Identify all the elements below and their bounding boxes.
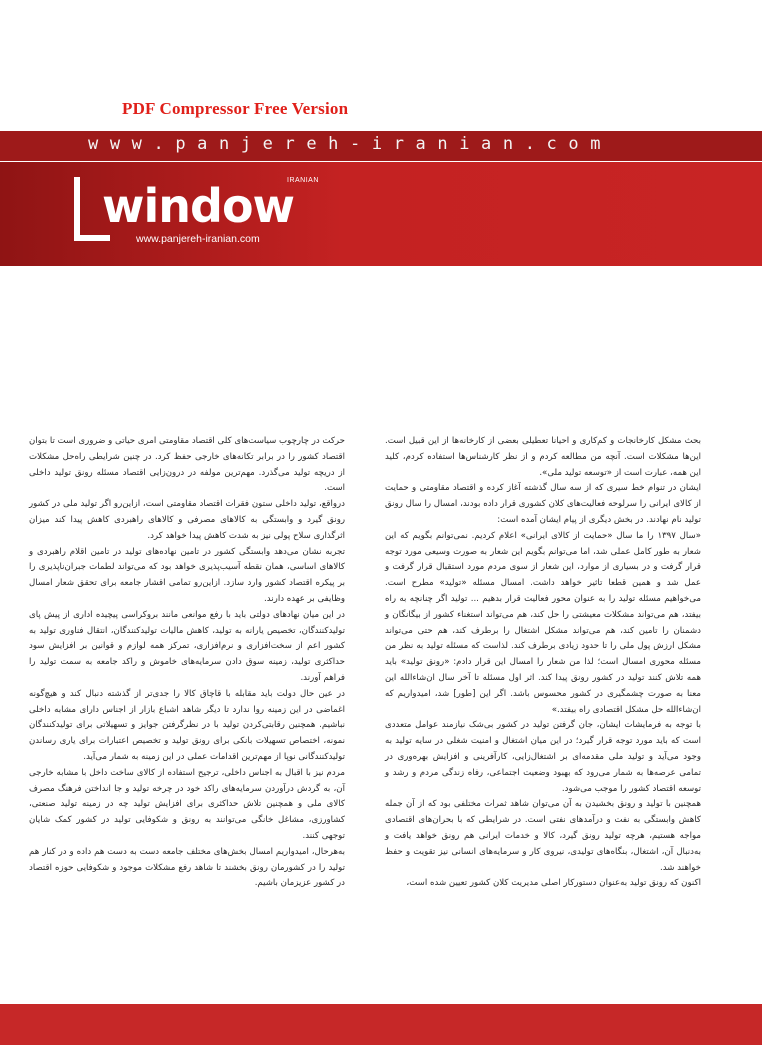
- paragraph: اکنون که رونق تولید به‌عنوان دستورکار اصلی مدیریت کلان کشور تعیین شده است،: [406, 878, 701, 889]
- logo-wordmark: window: [102, 179, 295, 233]
- paragraph: در این میان نهادهای دولتی باید با رفع موانعی مانند بروکراسی پیچیده اداری از پیش پای تولیدکنندگان، تخصیص یارانه به تولید، کاهش مالیات تولیدکنندگان، انتقال فناوری تولید به کشور اعم از سخت‌افزاری و نرم‌افزاری، تمرکز همه لوازم و قوانین بر افزایش سود حداکثری تولید، زمینه سوق دادن سرمایه‌های خاموش و راکد جامعه به سمت تولید را فراهم آورند.: [29, 609, 345, 683]
- paragraph: حرکت در چارچوب سیاست‌های کلی اقتصاد مقاومتی امری حیاتی و ضروری است تا بتوان اقتصاد کشور را در برابر تکانه‌های خارجی حفظ کرد. در چنین شرایطی راه‌حل مشکلات از دریچه تولید می‌گذرد. مهم‌ترین مولفه در درون‌زایی اقتصاد مسئله رونق تولید داخلی است.: [28, 436, 345, 494]
- article-column-right: [385, 434, 701, 892]
- website-url[interactable]: www.panjereh-iranian.com: [88, 134, 613, 154]
- paragraph: مردم نیز با اقبال به اجناس داخلی، ترجیح استفاده از کالای ساخت داخل با مشابه خارجی آن، به گردش درآوردن سرمایه‌های راکد خود در چرخه تولید و جا انداختن فرهنگ مصرف کالای ملی و همچنین تلاش حداکثری برای افزایش تولید چه در زمینه تولید صنعتی، کشاورزی، مشاغل خانگی می‌توانند به رونق و شکوفایی تولید در کشور کمک شایان توجهی کنند.: [29, 767, 345, 841]
- footer-band: [0, 1004, 762, 1045]
- paragraph: ایشان در تنوام خط سیری که از سه سال گذشته آغاز کرده و اقتصاد مقاومتی و حمایت از کالای ایرانی را سرلوحه فعالیت‌های کلان کشوری قرار داده بودند، امسال را سال رونق تولید نام نهادند. در بخش دیگری از پیام ایشان آمده است:: [385, 483, 701, 525]
- paragraph: بحث مشکل کارخانجات و کم‌کاری و احیانا تعطیلی بعضی از کارخانه‌ها از این قبیل است. این‌ها مشکلات است. آنچه من مطالعه کردم و از نظر کارشناس‌ها استفاده کردم، کلید این همه، عبارت است از «توسعه تولید ملی».: [385, 436, 701, 478]
- logo-subtitle: IRANIAN: [287, 177, 319, 184]
- paragraph: با توجه به فرمایشات ایشان، جان گرفتن تولید در کشور بی‌شک نیازمند عوامل متعددی است که باید مورد توجه قرار گیرد؛ در این میان اشتغال و امنیت شغلی در سایه تولید به وجود می‌آید و تولید ملی مقدمه‌ای بر اشتغال‌زایی، کارآفرینی و افزایش بهره‌وری در تمامی عرصه‌ها به شمار می‌رود که بهبود وضعیت اجتماعی، رفاه زندگی مردم و رشد و توسعه اقتصاد کشور را موجب می‌شود.: [385, 720, 701, 794]
- paragraph: تجربه نشان می‌دهد وابستگی کشور در تامین نهاده‌های تولید در تامین اقلام راهبردی و کالاهای اساسی، همان نقطه آسیب‌پذیری خواهد بود که می‌تواند لطمات جبران‌ناپذیری را بر پیکره اقتصاد کشور وارد سازد. ازاین‌رو تمامی اقشار جامعه برای تحقق شعار امسال وظایفی بر عهده دارند.: [29, 546, 345, 604]
- url-strip: [0, 131, 762, 162]
- logo-frame-horizontal: [74, 235, 110, 241]
- paragraph: در عین حال دولت باید مقابله با قاچاق کالا را جدی‌تر از گذشته دنبال کند و هیچ‌گونه اغماضی در این زمینه روا ندارد تا دیگر شاهد اشباع بازار از اجناس دارای مشابه داخلی نباشیم. همچنین رقابتی‌کردن تولید با در نظرگرفتن جوایز و تسهیلاتی برای تولیدکنندگان نمونه، اختصاص تسهیلات بانکی برای رونق تولید و تخصیص اعتبارات برای یاری رساندن تولیدکنندگانی نوپا از مهم‌ترین اقدامات عملی در این زمینه به شمار می‌آید.: [29, 688, 345, 762]
- paragraph: «سال ۱۳۹۷ را ما سال «حمایت از کالای ایرانی» اعلام کردیم. نمی‌توانم بگویم که این شعار به طور کامل عملی شد، اما می‌توانم بگویم این شعار به صورت وسیعی مورد توجه قرار گرفت و در بسیاری از موارد، این شعار از سوی مردم مورد استقبال قرار گرفت و عمل شد و همین قطعا تاثیر خواهد داشت. امسال مسئله «تولید» مطرح است. می‌خواهیم مسئله تولید را به عنوان محور فعالیت قرار بدهیم ... تولید اگر چنانچه به راه بیفتد، هم می‌تواند مشکلات معیشتی را حل کند، هم می‌تواند استغناء کشور از بیگانگان و دشمنان را تامین کند، هم می‌تواند مشکل اشتغال را برطرف کند، هم حتی می‌تواند مشکل ارزش پول ملی را تا حدود زیادی برطرف کند. لذاست که مسئله تولید به نظر من مسئله محوری امسال است؛ لذا من شعار را امسال این قرار دادم: «رونق تولید» باید همه تلاش کنند تولید در کشور رونق پیدا کند. اثر اول مسئله تا آخر سال ان‌شاءالله این معنا به صورت چشمگیری در کشور محسوس باشد. اگر این [طور] شد، امیدواریم که ان‌شاءالله حل مشکل اقتصادی راه بیفتد.»: [385, 530, 701, 715]
- logo-frame-vertical: [74, 177, 80, 241]
- article-column-left: [29, 434, 345, 892]
- watermark-title: PDF Compressor Free Version: [122, 99, 349, 118]
- paragraph: درواقع، تولید داخلی ستون فقرات اقتصاد مقاومتی است، ازاین‌رو اگر تولید ملی در کشور رونق گیرد و وابستگی به کالاهای مصرفی و کالاهای راهبردی کاهش پیدا کند میزان اثرگذاری سلاح پولی نیز به شدت کاهش پیدا خواهد کرد.: [29, 499, 345, 541]
- header-banner: [0, 131, 762, 266]
- logo-url: www.panjereh-iranian.com: [136, 233, 260, 245]
- window-logo: [74, 177, 324, 249]
- paragraph: به‌هرحال، امیدواریم امسال بخش‌های مختلف جامعه دست به دست هم داده و در کنار هم تولید را در کشورمان رونق بخشند تا شاهد رفع مشکلات موجود و شکوفایی حوزه اقتصاد در کشور عزیزمان باشیم.: [29, 846, 345, 889]
- paragraph: همچنین با تولید و رونق بخشیدن به آن می‌توان شاهد ثمرات مختلفی بود که از آن جمله کاهش وابستگی به نفت و درآمدهای نفتی است. در شرایطی که با بحران‌های اقتصادی مواجه هستیم، هرچه تولید رونق گیرد، کالا و خدمات ایرانی هم رونق خواهد یافت و به‌دنبال آن، اشتغال، بنگاه‌های تولیدی، نیروی کار و سرمایه‌های انسانی نیز تقویت و حفظ خواهند شد.: [385, 799, 701, 873]
